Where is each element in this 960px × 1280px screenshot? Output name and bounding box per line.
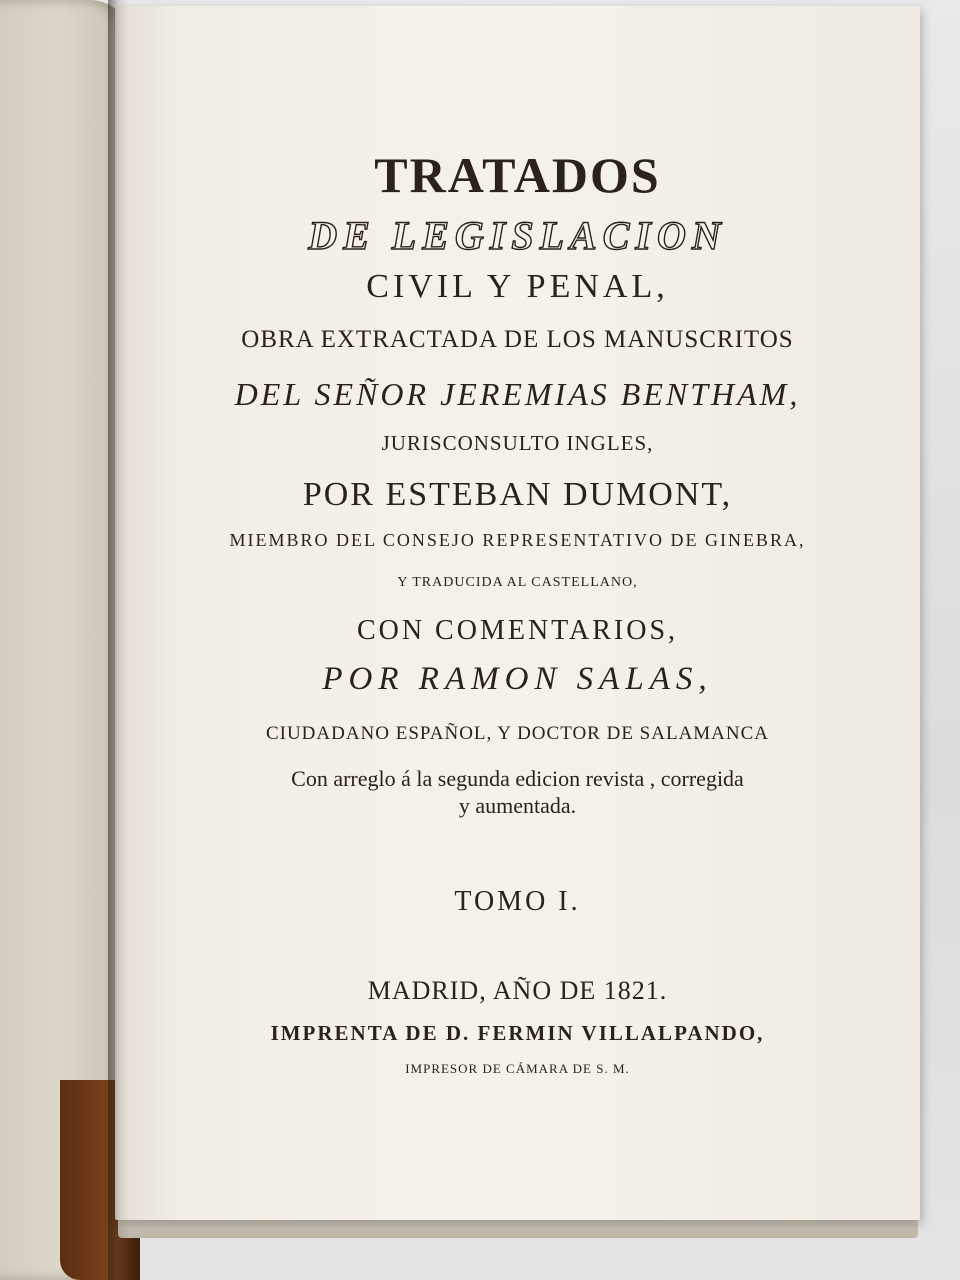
printer-role: IMPRESOR DE CÁMARA DE S. M. [405,1061,630,1076]
editor-role: MIEMBRO DEL CONSEJO REPRESENTATIVO DE GINEBRA, [229,530,806,550]
translation-note: Y TRADUCIDA AL CASTELLANO, [397,575,638,590]
comments-note: CON COMENTARIOS, [356,615,679,646]
edition-note-line-2: y aumentada. [458,793,577,818]
edition-note-line-1: Con arreglo á la segunda edicion revista , corregida [291,766,744,791]
commentator-role: CIUDADANO ESPAÑOL, Y DOCTOR DE SALAMANCA [265,723,770,744]
title-subject: CIVIL Y PENAL, [366,268,669,305]
printer-line: IMPRENTA DE D. FERMIN VILLALPANDO, [270,1021,765,1045]
title-main: TRATADOS [374,147,661,203]
author-role: JURISCONSULTO INGLES, [381,431,654,455]
title-subtitle: DE LEGISLACION [308,213,727,258]
book-gutter [108,0,128,1280]
editor-line: POR ESTEBAN DUMONT, [302,476,733,513]
author-line: DEL SEÑOR JEREMIAS BENTHAM, [234,376,801,412]
commentator-line: POR RAMON SALAS, [322,661,713,697]
volume-label: TOMO I. [454,886,581,917]
place-date: MADRID, AÑO DE 1821. [367,976,668,1005]
title-page [115,6,920,1220]
extract-note: OBRA EXTRACTADA DE LOS MANUSCRITOS [241,326,794,353]
